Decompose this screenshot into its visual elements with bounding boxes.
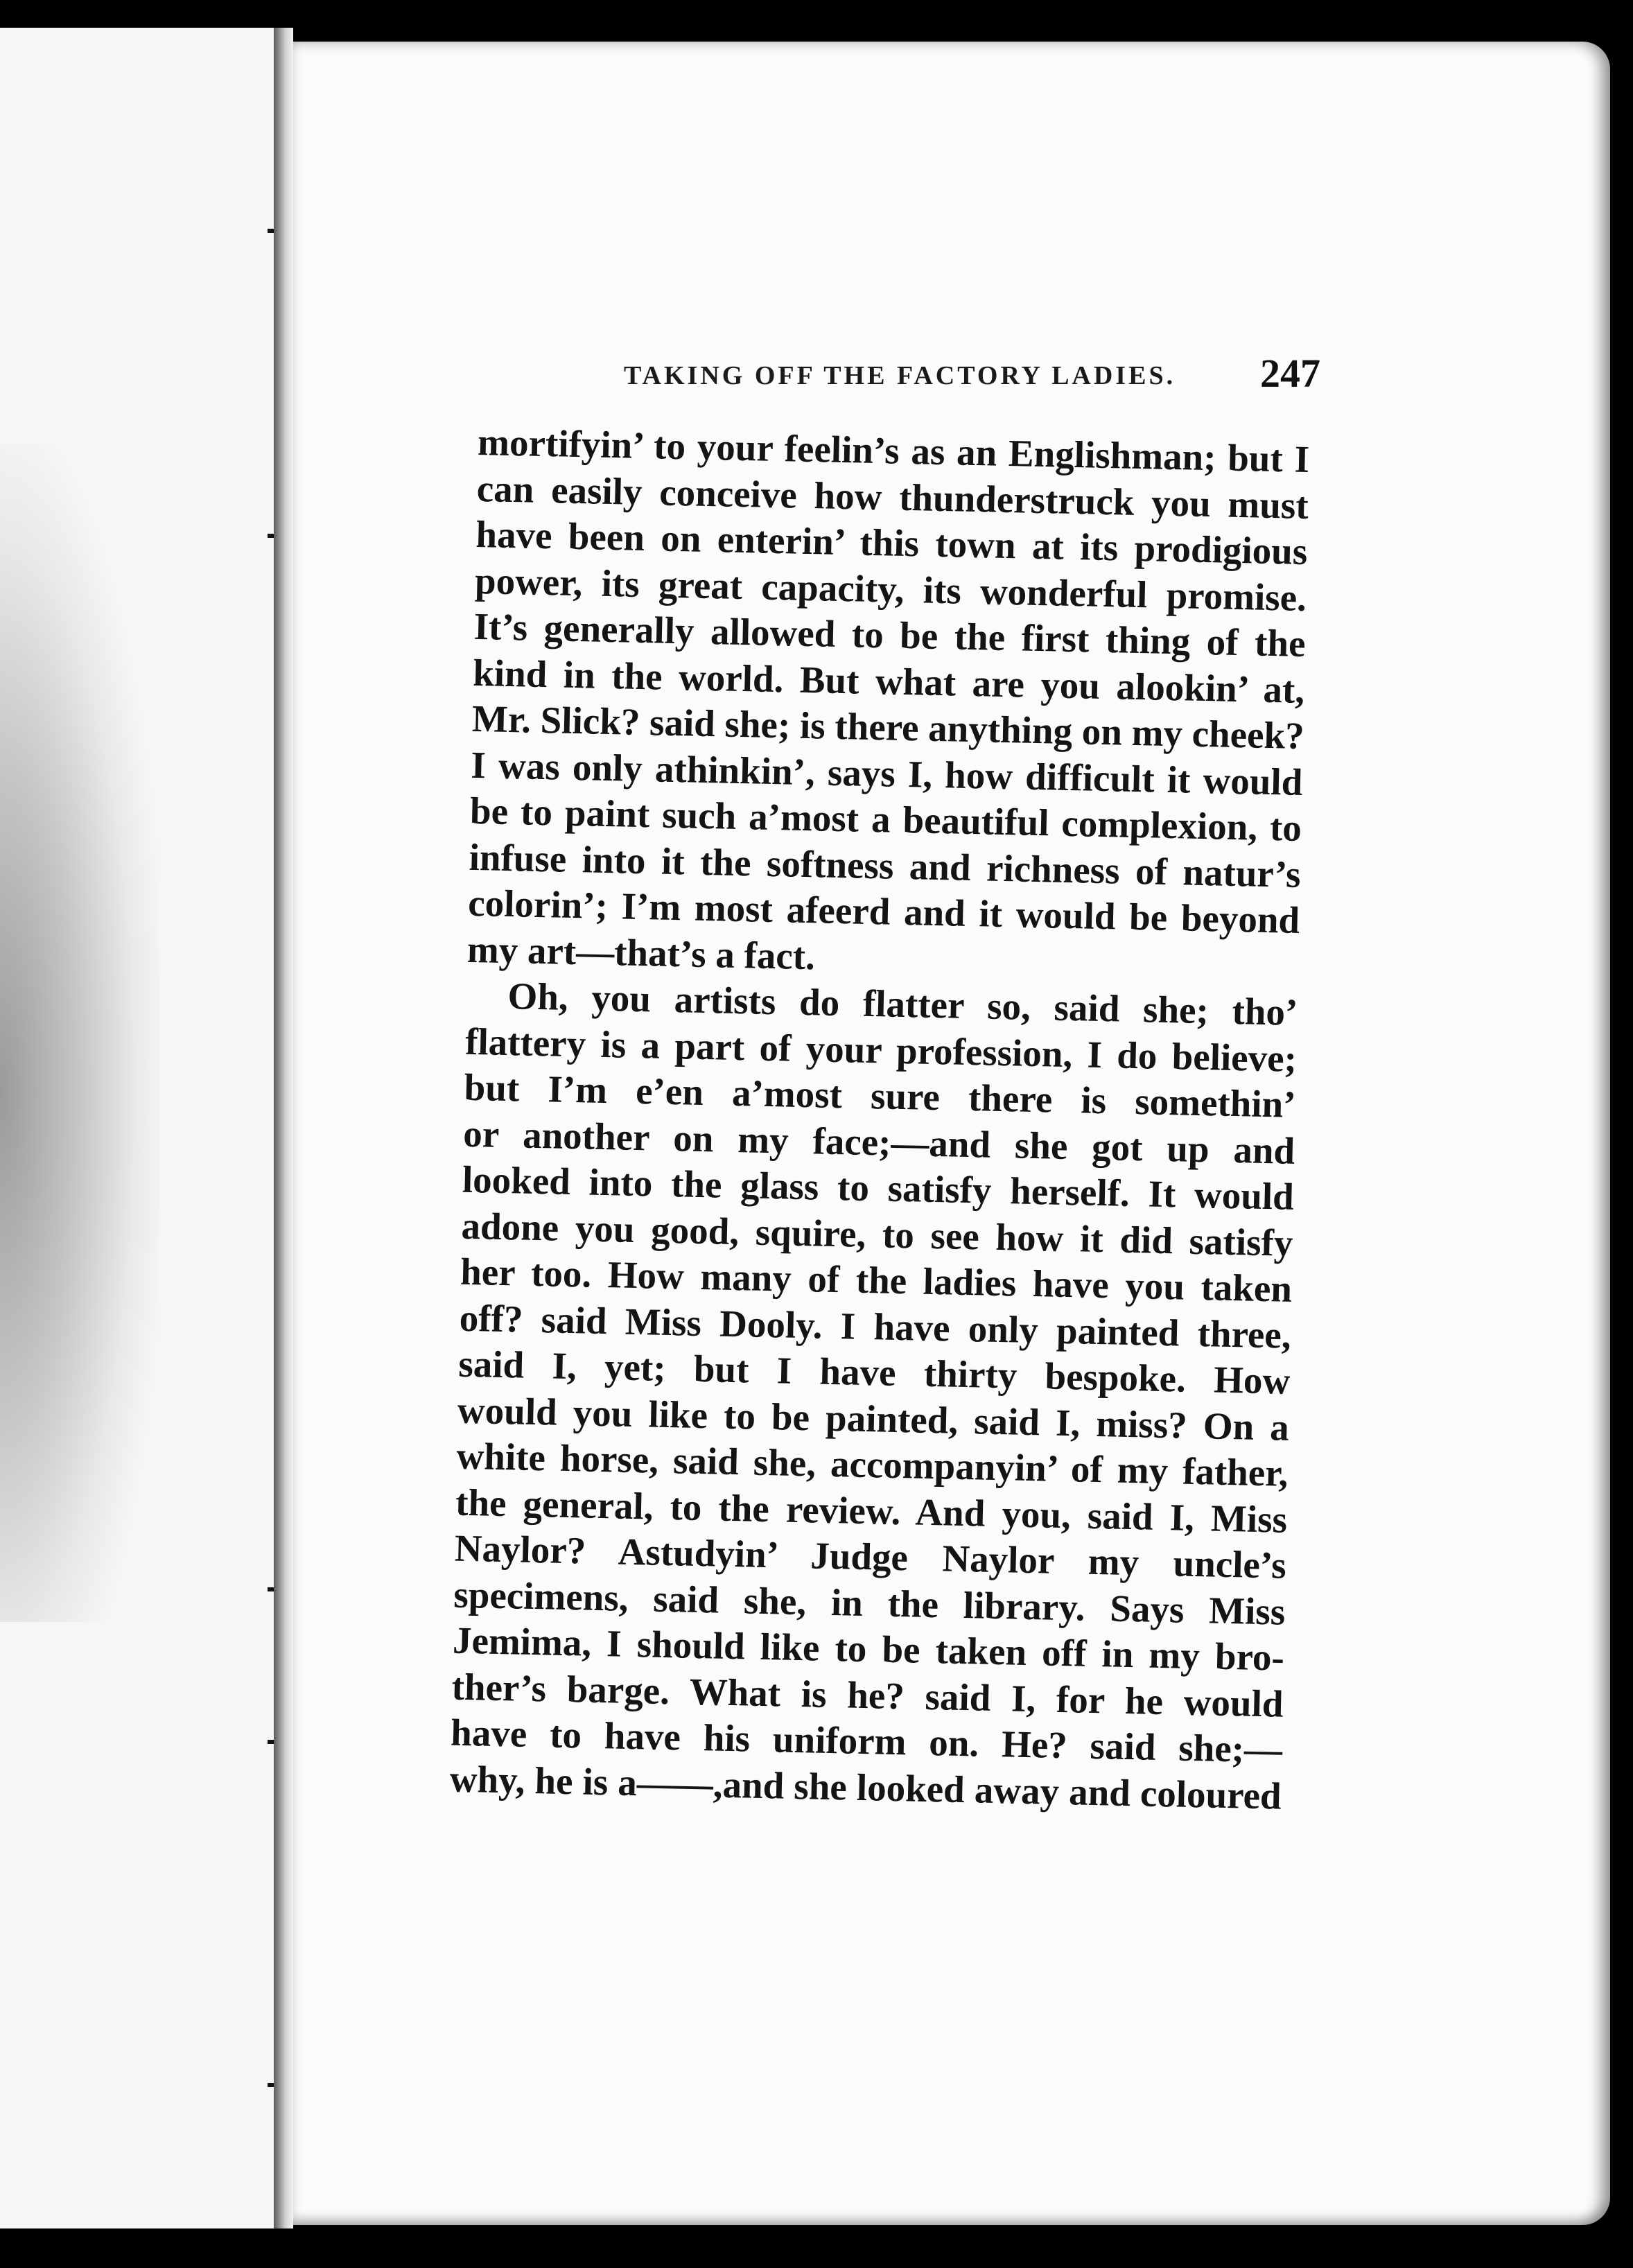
text-line: It’s generally allowed to be the first thing of the <box>473 604 1307 665</box>
text-line: but I’m e’en a’most sure there is somethin’ <box>464 1065 1297 1126</box>
running-head: TAKING OFF THE FACTORY LADIES. <box>624 361 1176 390</box>
text-line: the general, to the review. And you, said I, Miss <box>455 1481 1288 1541</box>
text-line: have to have his uniform on. He? said she;— <box>450 1711 1283 1771</box>
text-line: off? said Miss Dooly. I have only painted three, <box>459 1296 1292 1357</box>
book-gutter <box>274 28 293 2228</box>
text-line: flattery is a part of your profession, I do believe; <box>464 1020 1298 1080</box>
text-line: ther’s barge. What is he? said I, for he would <box>451 1665 1284 1725</box>
paragraph <box>449 972 1298 1820</box>
left-facing-page <box>0 28 276 2228</box>
paragraph <box>466 419 1309 990</box>
text-line: Oh, you artists do flatter so, said she; tho’ <box>507 975 1298 1033</box>
text-line: would you like to be painted, said I, miss? On a <box>457 1388 1290 1449</box>
text-line: Naylor? Astudyin’ Judge Naylor my uncle’s <box>454 1526 1287 1587</box>
text-line: infuse into it the softness and richness of natur’s <box>469 835 1302 896</box>
text-line: her too. How many of the ladies have you taken <box>460 1250 1293 1310</box>
engraving-illustration-edge <box>0 444 159 1622</box>
body-text <box>449 419 1310 1820</box>
text-line: Mr. Slick? said she; is there anything on my cheek? <box>471 697 1305 758</box>
text-line: or another on my face;—and she got up and <box>462 1112 1295 1172</box>
text-line: colorin’; I’m most afeerd and it would be beyond <box>467 881 1300 941</box>
text-line: kind in the world. But what are you alookin’ at, <box>472 651 1305 711</box>
text-line: why, he is a——,and she looked away and coloured <box>449 1757 1282 1817</box>
text-line: mortifyin’ to your feelin’s as an Englishman; but I <box>477 420 1310 481</box>
page-number: 247 <box>1260 351 1320 396</box>
text-line: I was only athinkin’, says I, how difficult it would <box>470 743 1303 803</box>
text-line: power, its great capacity, its wonderful promise. <box>474 559 1307 619</box>
text-line: white horse, said she, accompanyin’ of my father, <box>456 1434 1289 1494</box>
text-line: adone you good, squire, to see how it did satisfy <box>461 1204 1294 1264</box>
text-line: specimens, said she, in the library. Says Miss <box>453 1573 1286 1633</box>
text-line: looked into the glass to satisfy herself. It would <box>462 1158 1295 1218</box>
text-line: said I, yet; but I have thirty bespoke. How <box>457 1342 1291 1402</box>
text-line: my art—that’s a fact. <box>466 927 816 977</box>
text-line: Jemima, I should like to be taken off in my bro- <box>452 1619 1285 1679</box>
text-line: be to paint such a’most a beautiful complexion, to <box>469 789 1302 850</box>
text-line: can easily conceive how thunderstruck you must <box>476 466 1309 527</box>
text-line: have been on enterin’ this town at its prodigious <box>475 512 1308 573</box>
